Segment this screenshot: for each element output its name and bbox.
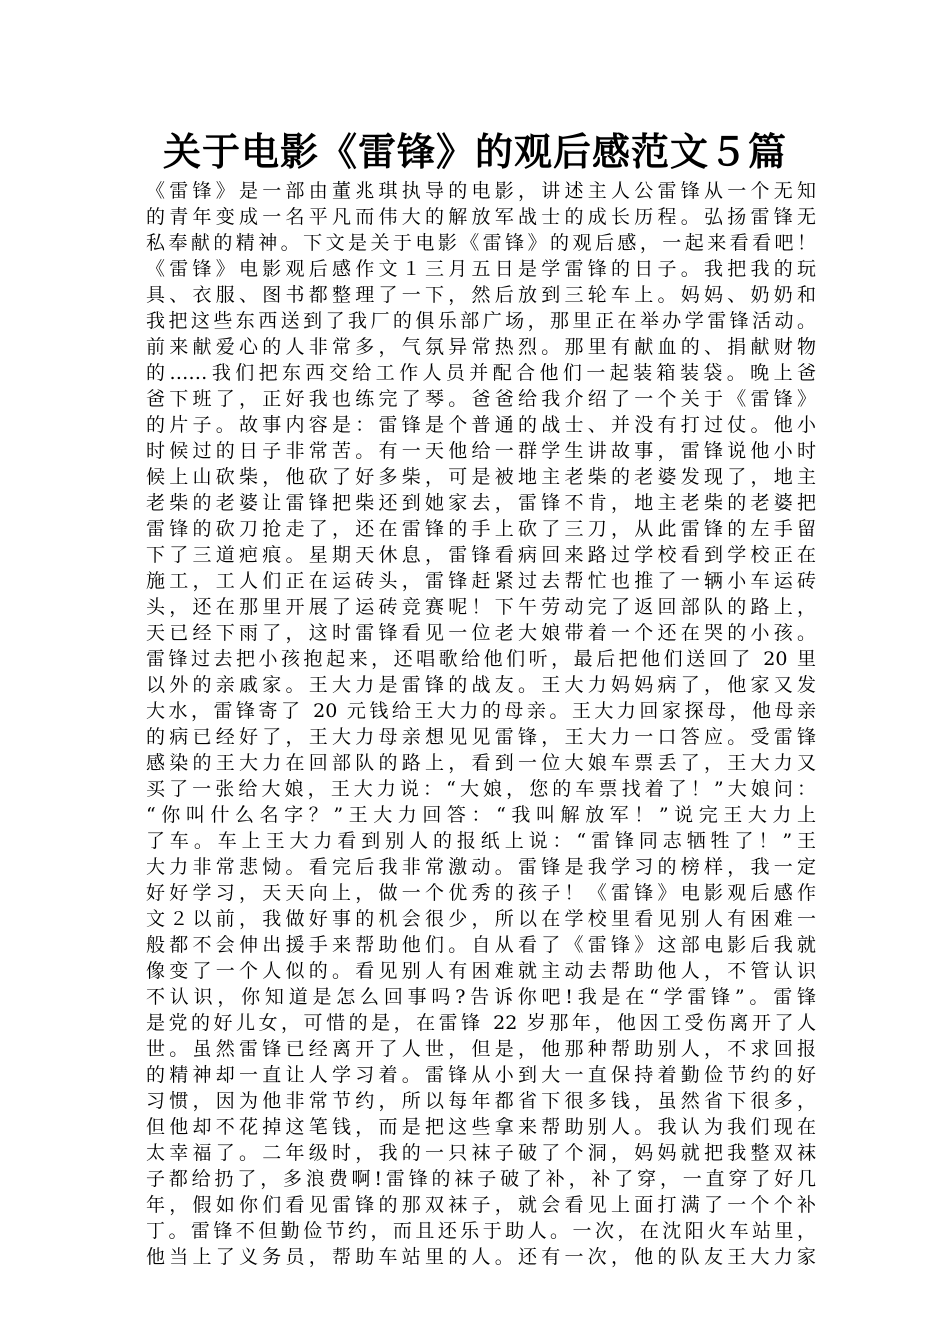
body-text-line: 时候过的日子非常苦。有一天他给一群学生讲故事，雷锋说他小时 (146, 440, 816, 462)
body-text-line: 感染的王大力在回部队的路上，看到一位大娘车票丢了，王大力又 (146, 752, 816, 774)
body-text-line: 大力非常悲恸。看完后我非常激动。雷锋是我学习的榜样，我一定 (146, 856, 816, 878)
body-text-line: 买了一张给大娘，王大力说：“大娘，您的车票找着了！”大娘问： (146, 778, 816, 800)
body-text-line: 头，还在那里开展了运砖竞赛呢！下午劳动完了返回部队的路上， (146, 596, 816, 618)
body-text-line: 但他却不花掉这笔钱，而是把这些拿来帮助别人。我认为我们现在 (146, 1116, 816, 1138)
body-text-line: 像变了一个人似的。看见别人有困难就主动去帮助他人，不管认识 (146, 960, 816, 982)
body-text-line: 《雷锋》电影观后感作文１三月五日是学雷锋的日子。我把我的玩 (146, 258, 816, 280)
body-text-line: 前来献爱心的人非常多，气氛异常热烈。那里有献血的、捐献财物 (146, 336, 816, 358)
body-text-line: 般都不会伸出援手来帮助他们。自从看了《雷锋》这部电影后我就 (146, 934, 816, 956)
document-body (146, 178, 816, 1270)
body-text-line: 候上山砍柴，他砍了好多柴，可是被地主老柴的老婆发现了，地主 (146, 466, 816, 488)
body-text-line: 具、衣服、图书都整理了一下，然后放到三轮车上。妈妈、奶奶和 (146, 284, 816, 306)
body-text-line: 大水，雷锋寄了 20 元钱给王大力的母亲。王大力回家探母，他母亲 (146, 700, 816, 722)
body-text-line: 爸下班了，正好我也练完了琴。爸爸给我介绍了一个关于《雷锋》 (146, 388, 816, 410)
body-text-line: 施工，工人们正在运砖头，雷锋赶紧过去帮忙也推了一辆小车运砖 (146, 570, 816, 592)
body-text-line: 世。虽然雷锋已经离开了人世，但是，他那种帮助别人，不求回报 (146, 1038, 816, 1060)
body-text-line: 的精神却一直让人学习着。雷锋从小到大一直保持着勤俭节约的好 (146, 1064, 816, 1086)
body-text-line: 雷锋的砍刀抢走了，还在雷锋的手上砍了三刀，从此雷锋的左手留 (146, 518, 816, 540)
body-text-line: 天已经下雨了，这时雷锋看见一位老大娘带着一个还在哭的小孩。 (146, 622, 816, 644)
body-text-line: 了车。车上王大力看到别人的报纸上说：“雷锋同志牺牲了！”王 (146, 830, 816, 852)
body-text-line: 下了三道疤痕。星期天休息，雷锋看病回来路过学校看到学校正在 (146, 544, 816, 566)
document-title: 关于电影《雷锋》的观后感范文５篇 (162, 130, 787, 174)
body-text-line: 丁。雷锋不但勤俭节约，而且还乐于助人。一次，在沈阳火车站里， (146, 1220, 816, 1242)
body-text-line: 私奉献的精神。下文是关于电影《雷锋》的观后感，一起来看看吧！ (146, 232, 816, 254)
body-text-line: 年，假如你们看见雷锋的那双袜子，就会看见上面打满了一个个补 (146, 1194, 816, 1216)
body-text-line: 老柴的老婆让雷锋把柴还到她家去，雷锋不肯，地主老柴的老婆把 (146, 492, 816, 514)
body-text-line: 我把这些东西送到了我厂的俱乐部广场，那里正在举办学雷锋活动。 (146, 310, 816, 332)
body-text-line: 以外的亲戚家。王大力是雷锋的战友。王大力妈妈病了，他家又发 (146, 674, 816, 696)
body-text-line: 《雷锋》是一部由董兆琪执导的电影，讲述主人公雷锋从一个无知 (146, 180, 816, 202)
body-text-line: 是党的好儿女，可惜的是，在雷锋 22 岁那年，他因工受伤离开了人 (146, 1012, 816, 1034)
body-text-line: 的青年变成一名平凡而伟大的解放军战士的成长历程。弘扬雷锋无 (146, 206, 816, 228)
body-text-line: 不认识，你知道是怎么回事吗?告诉你吧!我是在“学雷锋”。雷锋 (146, 986, 816, 1008)
body-text-line: 子都给扔了，多浪费啊!雷锋的袜子破了补，补了穿，一直穿了好几 (146, 1168, 816, 1190)
body-text-line: 的病已经好了，王大力母亲想见见雷锋，王大力一口答应。受雷锋 (146, 726, 816, 748)
body-text-line: 文２以前，我做好事的机会很少，所以在学校里看见别人有困难一 (146, 908, 816, 930)
body-text-line: 他当上了义务员，帮助车站里的人。还有一次，他的队友王大力家 (146, 1246, 816, 1268)
body-text-line: 雷锋过去把小孩抱起来，还唱歌给他们听，最后把他们送回了 20 里 (146, 648, 816, 670)
body-text-line: 的片子。故事内容是：雷锋是个普通的战士、并没有打过仗。他小 (146, 414, 816, 436)
body-text-line: 的……我们把东西交给工作人员并配合他们一起装箱装袋。晚上爸 (146, 362, 816, 384)
body-text-line: “你叫什么名字？”王大力回答：“我叫解放军！”说完王大力上 (146, 804, 816, 826)
body-text-line: 好好学习，天天向上，做一个优秀的孩子！《雷锋》电影观后感作 (146, 882, 816, 904)
body-text-line: 太幸福了。二年级时，我的一只袜子破了个洞，妈妈就把我整双袜 (146, 1142, 816, 1164)
body-text-line: 习惯，因为他非常节约，所以每年都省下很多钱，虽然省下很多， (146, 1090, 816, 1112)
